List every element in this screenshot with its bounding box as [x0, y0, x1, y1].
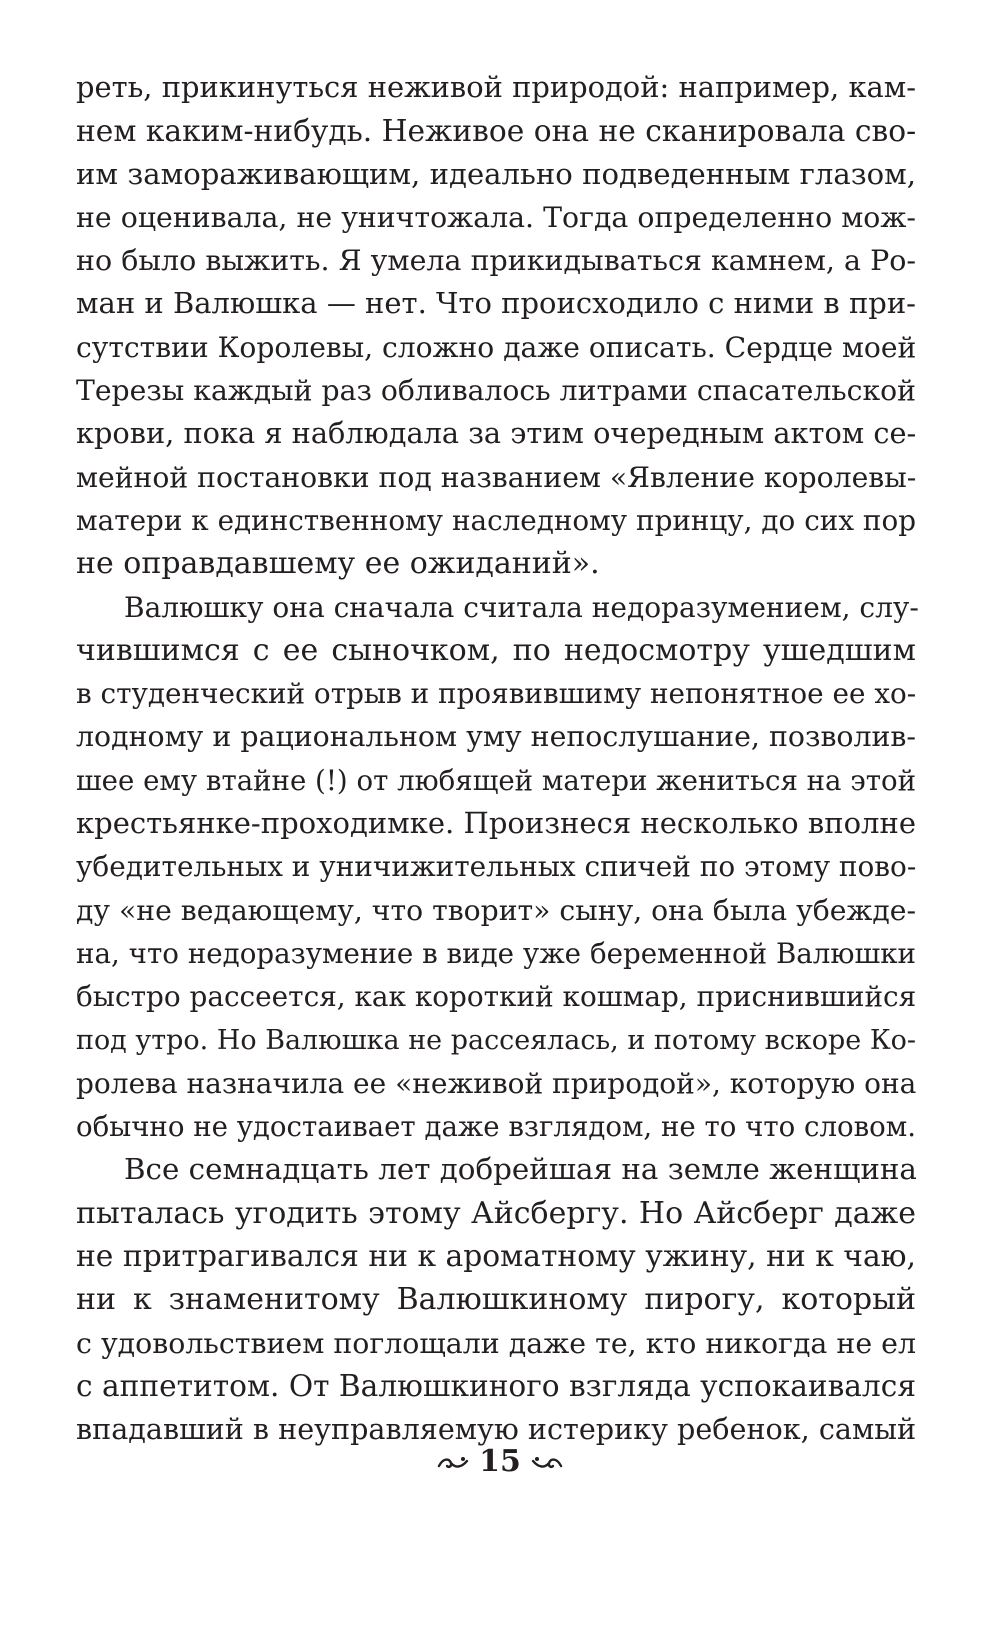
text-line: ду «не ведающему, что творит» сыну, она была убежде- — [76, 893, 917, 927]
text-line: шее ему втайне (!) от любящей матери жениться на этой — [76, 763, 916, 797]
text-line: чившимся с ее сыночком, по недосмотру ушедшим — [76, 632, 916, 668]
text-line: нем каким-нибудь. Неживое она не сканировала сво- — [76, 113, 917, 149]
swirl-ornament-icon — [437, 1452, 469, 1472]
text-line: на, что недоразумение в виде уже беременной Валюшки — [76, 936, 916, 970]
text-line: лодному и рациональном уму непослушание, позволив- — [76, 720, 916, 754]
text-line: Валюшку она сначала считала недоразумением, слу- — [124, 590, 919, 624]
text-line: не оправдавшему ее ожиданий». — [76, 546, 600, 582]
text-line: ни к знаменитому Валюшкиному пирогу, который — [76, 1282, 916, 1318]
text-line: мейной постановки под названием «Явление королевы- — [76, 460, 917, 494]
text-line: обычно не удостаивает даже взглядом, не то что словом. — [76, 1110, 916, 1144]
text-line: крестьянке-проходимке. Произнеся несколько вполне — [76, 806, 916, 841]
text-line: Терезы каждый раз обливалось литрами спасательской — [76, 374, 916, 408]
text-line: сутствии Королевы, сложно даже описать. Сердце моей — [76, 330, 917, 364]
text-line: крови, пока я наблюдала за этим очередным актом се- — [76, 416, 917, 451]
text-line: но было выжить. Я умела прикидываться камнем, а Ро- — [76, 244, 916, 278]
text-line: матери к единственному наследному принцу, до сих пор — [76, 503, 916, 537]
text-line: под утро. Но Валюшка не рассеялась, и потому вскоре Ко- — [76, 1024, 916, 1056]
text-line: ман и Валюшка — нет. Что происходило с ними в при- — [76, 286, 916, 321]
text-line: убедительных и уничижительных спичей по этому пово- — [76, 850, 917, 884]
text-line: пыталась угодить этому Айсбергу. Но Айсберг даже — [76, 1195, 916, 1231]
paragraph — [76, 66, 916, 586]
paragraph — [76, 586, 919, 1149]
text-line: впадавший в неуправляемую истерику ребенок, самый — [76, 1412, 917, 1447]
text-line: ролева назначила ее «неживой природой», которую она — [76, 1066, 917, 1100]
body-text — [76, 66, 919, 1452]
text-line: реть, прикинуться неживой природой: например, кам- — [76, 70, 916, 104]
swirl-ornament-icon — [531, 1452, 563, 1472]
text-line: быстро рассеется, как короткий кошмар, приснившийся — [76, 980, 917, 1014]
page-footer — [0, 1440, 1000, 1484]
text-line: с аппетитом. От Валюшкиного взгляда успокаивался — [76, 1368, 916, 1403]
text-line: не притрагивался ни к ароматному ужину, ни к чаю, — [76, 1239, 916, 1275]
text-line: Все семнадцать лет добрейшая на земле женщина — [124, 1152, 917, 1187]
text-line: с удовольствием поглощали даже те, кто никогда не ел — [76, 1326, 917, 1360]
text-line: не оценивала, не уничтожала. Тогда определенно мож- — [76, 200, 916, 234]
paragraph — [76, 1148, 916, 1451]
page-number: 15 — [479, 1444, 521, 1479]
text-line: в студенческий отрыв и проявившиму непонятное ее хо- — [76, 677, 917, 711]
text-line: им замораживающим, идеально подведенным глазом, — [76, 156, 916, 191]
